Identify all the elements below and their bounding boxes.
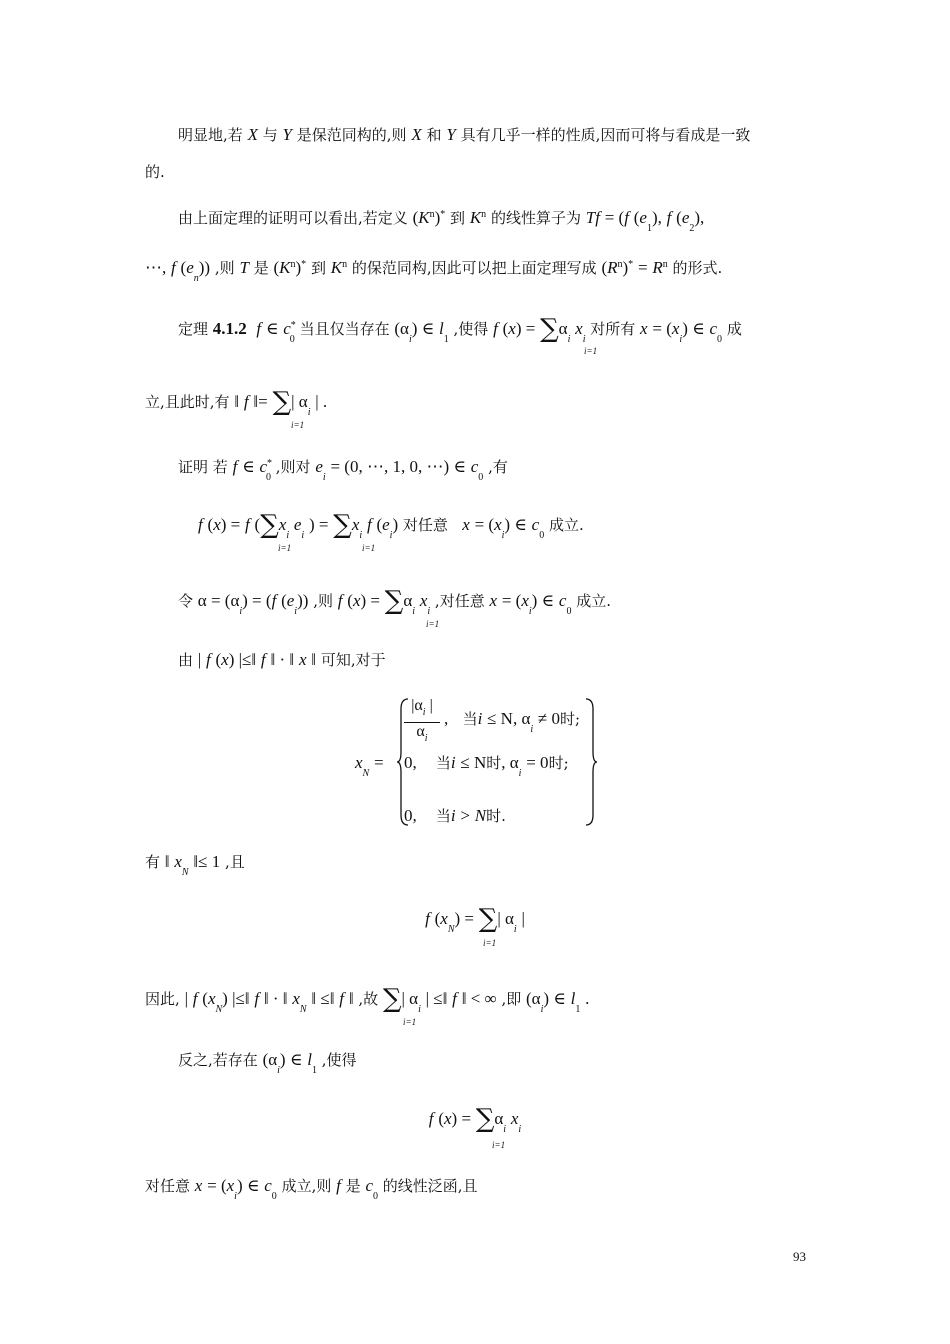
from-line: 由 | f (x) |≤‖ f ‖ · ‖ x ‖ 可知,对于	[178, 650, 386, 669]
text: 到	[450, 209, 466, 227]
text: ,则	[214, 259, 235, 277]
sum-limit: i=1	[291, 420, 305, 430]
theorem-line-2: 立,且此时,有 ‖ f ‖= ∑| $\alpha_i$ | .	[145, 387, 328, 418]
page-number: 93	[793, 1249, 806, 1264]
text: 的形式.	[672, 259, 723, 277]
text: 成立,则	[281, 1177, 332, 1195]
paragraph-1-line-2	[145, 161, 805, 183]
sum-limit: i=1	[492, 1140, 506, 1150]
text: 对任意	[402, 516, 448, 534]
text: 证明 若	[178, 458, 228, 476]
text: 当	[435, 754, 451, 772]
text: 具有几乎一样的性质,因而可将与看成是一致	[460, 126, 751, 144]
text: 的.	[145, 163, 165, 181]
text: 当	[462, 710, 478, 728]
converse-line: 反之,若存在 $(\alpha_i)$ ∈ $l_1$ ,使得	[178, 1050, 357, 1076]
text: 立,且此时,有	[145, 393, 230, 411]
text: 对所有	[590, 320, 636, 338]
text: 是	[253, 259, 269, 277]
text: ,故	[358, 990, 379, 1008]
sum-limit: i=1	[403, 1017, 417, 1027]
text: 成立.	[549, 516, 584, 534]
text: 与	[262, 126, 278, 144]
text: 是	[345, 1177, 361, 1195]
theorem-number: 4.1.2	[212, 319, 247, 338]
sum-limit: i=1	[584, 346, 598, 356]
text: 时.	[486, 807, 506, 825]
equation-3: f $(x) = \sum\alpha_i$ $x_i$	[428, 1104, 522, 1135]
text: ,且	[225, 853, 245, 871]
text: 的线性泛函,且	[382, 1177, 478, 1195]
sum-limit: i=1	[483, 938, 497, 948]
text: 对任意	[145, 1177, 191, 1195]
text: ,有	[488, 458, 508, 476]
text: 成立.	[576, 592, 612, 610]
hence-line: 因此, | f $(x_N)$ |≤‖ f ‖ · ‖ $x_N$ ‖ ≤‖ f ‖ ,故 ∑| $\alpha_i$ | ≤‖ f ‖ < ∞ ,即 $(\alpha_i)$ ∈ $l_1$ .	[145, 984, 590, 1015]
text: 到	[310, 259, 326, 277]
case-2: 0, 当i ≤ N时, $\alpha_i = 0$时;	[404, 753, 569, 779]
text: ,即	[501, 990, 522, 1008]
text: 令	[178, 592, 194, 610]
last-line: 对任意 $x = (x_i)$ ∈ $c_0$ 成立,则 f 是 $c_0$ 的线性泛函,且	[145, 1176, 478, 1202]
text: 因此,	[145, 990, 180, 1008]
text: ,对任意	[434, 592, 485, 610]
text: 是保范同构的,则	[296, 126, 407, 144]
sum-limit: i=1	[278, 543, 292, 553]
text: ,则对	[275, 458, 311, 476]
text: 明显地,若	[178, 126, 243, 144]
sum-limit: i=1	[362, 543, 376, 553]
text: ,则	[313, 592, 333, 610]
theorem-line-1: 定理 4.1.2 f ∈ $c^*_0$ 当且仅当存在 $(\alpha_i)$ ∈ $l_1$ ,使得 f $(x) = \sum\alpha_i$ $x_i$ 对所有 $x = (x_i)$ ∈ $c_0$ 成	[178, 314, 742, 345]
right-brace	[584, 697, 598, 827]
cases-lhs: $x_N$ =	[355, 753, 384, 779]
has-line: 有 ‖ $x_N$ ‖≤ 1 ,且	[145, 852, 245, 878]
text: 反之,若存在	[178, 1051, 258, 1069]
case-3: 0, 当i > N时.	[404, 806, 506, 825]
text: ,使得	[453, 320, 489, 338]
equation-2: f $(x_N)$ = ∑| $\alpha_i$ |	[425, 904, 525, 935]
case-1-fraction: $|\alpha_i$ | $\alpha_i$	[404, 697, 440, 748]
text: 成	[726, 320, 742, 338]
text: 的线性算子为	[490, 209, 581, 227]
text: 当且仅当存在	[299, 320, 390, 338]
text: 有	[145, 853, 161, 871]
proof-line-1: 证明 若 f ∈ $c^*_0$ ,则对 $e_i = (0$, ⋯, 1, 0, ⋯) ∈ $c_0$ ,有	[178, 457, 508, 483]
paragraph-1-line-1: 明显地,若 X 与 Y 是保范同构的,则 X 和 Y 具有几乎一样的性质,因而可将与看成是一致	[178, 125, 751, 144]
text: 由	[178, 651, 194, 669]
theorem-label: 定理	[178, 320, 209, 338]
text: ,使得	[321, 1051, 357, 1069]
text: 由上面定理的证明可以看出,若定义	[178, 209, 408, 227]
paragraph-2-line-1: 由上面定理的证明可以看出,若定义 $(K^n)^*$ 到 $K^n$ 的线性算子为 Tf = (f $(e_1)$, f $(e_2)$,	[178, 208, 705, 234]
case-1-condition: , 当i ≤ N, $\alpha_i \ne 0$时;	[444, 709, 581, 735]
text: 时;	[548, 754, 569, 772]
text: 时;	[560, 710, 581, 728]
sum-limit: i=1	[426, 619, 440, 629]
text: 可知,对于	[320, 651, 386, 669]
let-line: 令 $\alpha = (\alpha_i) = (f$ $(e_i)$) ,则 f $(x) = \sum\alpha_i$ $x_i$ ,对任意 $x = (x_i)$ ∈ $c_0$ 成立.	[178, 586, 612, 617]
text: 的保范同构,因此可以把上面定理写成	[351, 259, 597, 277]
paragraph-2-line-2: ⋯, f $(e_n)$) ,则 T 是 $(K^n)^*$ 到 $K^n$ 的保范同构,因此可以把上面定理写成 $(R^n)^* = R^n$ 的形式.	[145, 258, 723, 284]
text: 和	[426, 126, 442, 144]
equation-1: f (x) = f ($\sum x_i$ $e_i$ ) = $\sum x_i$ f $(e_i)$ 对任意 $x = (x_i)$ ∈ $c_0$ 成立.	[198, 510, 584, 541]
text: 当	[435, 807, 451, 825]
